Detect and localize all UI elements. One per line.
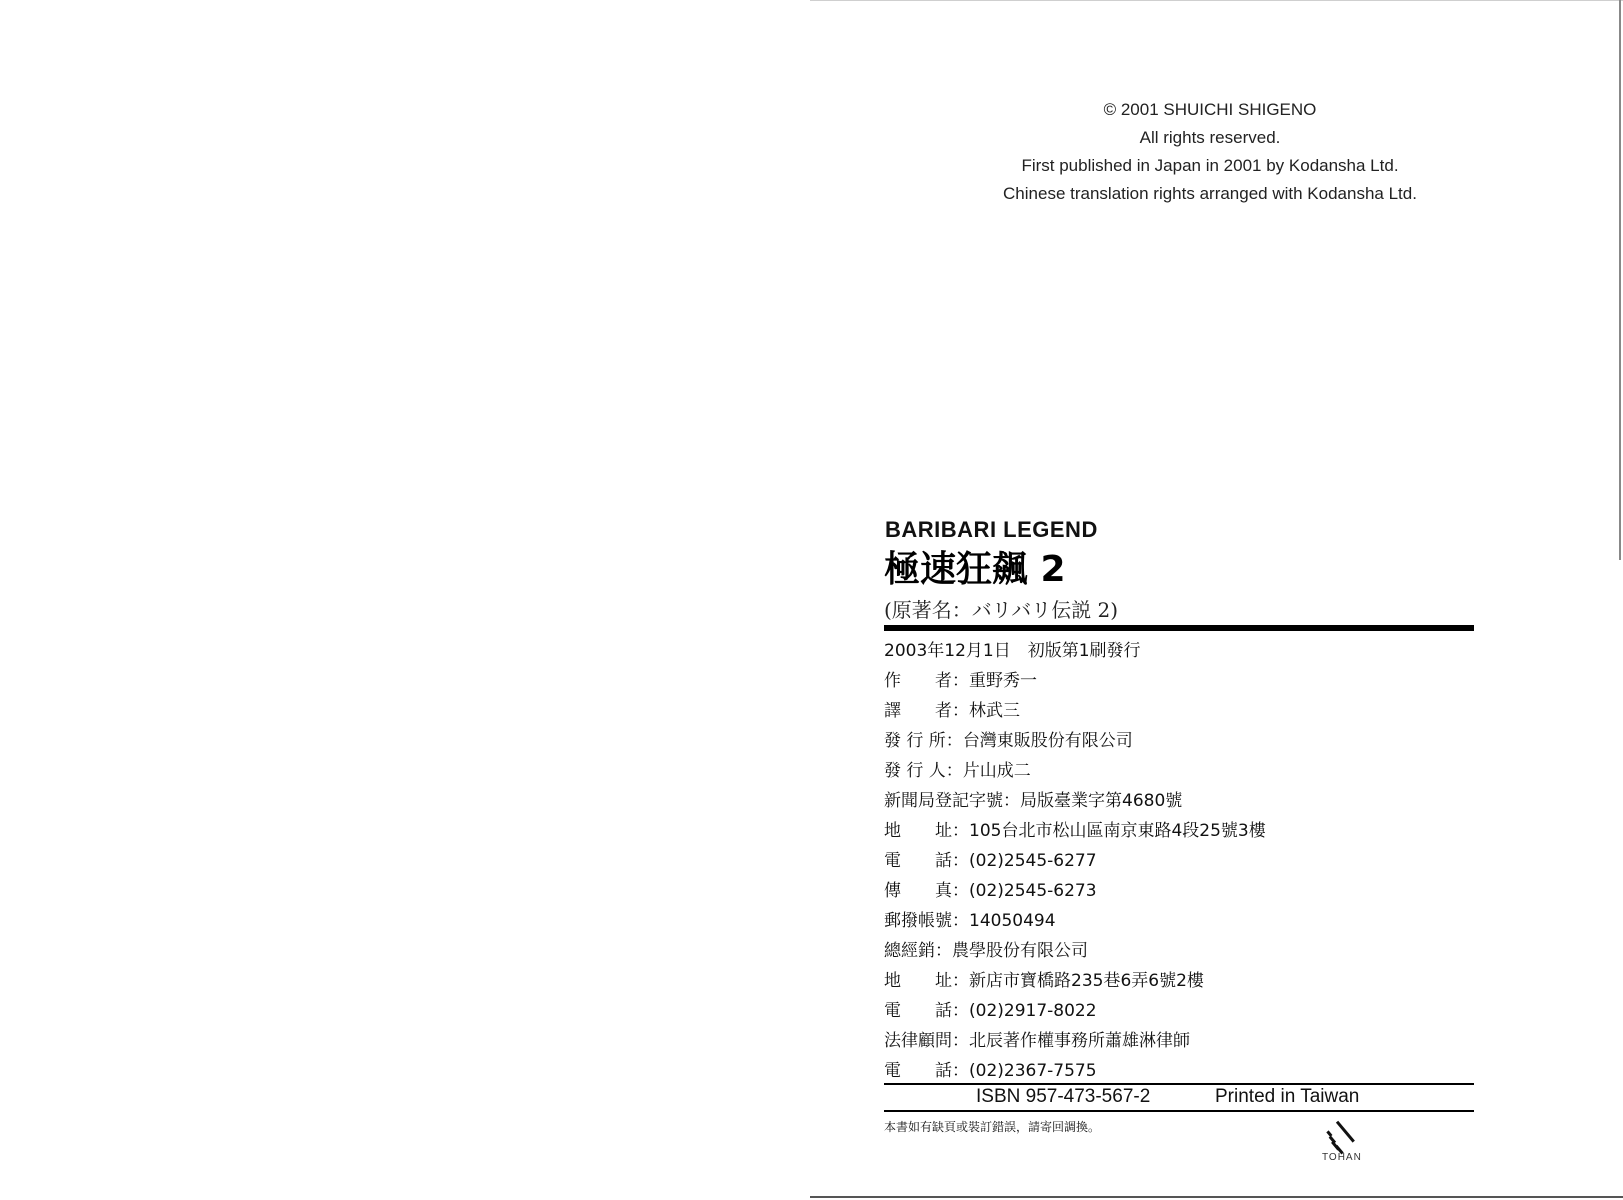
info-row — [884, 936, 1484, 966]
info-label: 電 話： — [884, 851, 969, 871]
return-notice: 本書如有缺頁或裝訂錯誤，請寄回調換。 — [884, 1120, 1101, 1134]
info-row — [884, 666, 1484, 696]
info-row — [884, 876, 1484, 906]
isbn-bottom-rule — [884, 1110, 1474, 1112]
info-value: 新店市寶橋路235巷6弄6號2樓 — [969, 971, 1204, 991]
info-value: (02)2367-7575 — [969, 1061, 1097, 1081]
scan-edge-right — [1619, 0, 1621, 560]
english-title: BARIBARI LEGEND — [885, 517, 1098, 542]
publication-line: First published in Japan in 2001 by Kodansha Ltd. — [1021, 156, 1399, 175]
info-label: 郵撥帳號： — [884, 911, 969, 931]
copyright-line: © 2001 SHUICHI SHIGENO — [1103, 100, 1317, 119]
rights-line: All rights reserved. — [1139, 128, 1281, 147]
info-label: 譯 者： — [884, 701, 969, 721]
info-label: 總經銷： — [884, 941, 952, 961]
chinese-title: 極速狂飆 2 — [884, 549, 1066, 590]
info-value: 林武三 — [969, 701, 1020, 721]
info-value: 片山成二 — [962, 761, 1031, 781]
info-row — [884, 1056, 1484, 1086]
scan-edge-bottom — [810, 1196, 1623, 1198]
info-row — [884, 906, 1484, 936]
info-value: 台灣東販股份有限公司 — [962, 731, 1133, 751]
info-value: (02)2545-6273 — [969, 881, 1097, 901]
info-value: 局版臺業字第4680號 — [1020, 791, 1183, 811]
info-label: 發 行 人： — [884, 761, 963, 781]
tohan-logo-text: TOHAN — [1322, 1152, 1362, 1163]
info-label: 法律顧問： — [884, 1031, 969, 1051]
info-row — [884, 726, 1484, 756]
title-divider — [884, 625, 1474, 631]
info-label: 作 者： — [884, 671, 969, 691]
info-row — [884, 786, 1484, 816]
info-label: 地 址： — [884, 821, 969, 841]
info-row — [884, 846, 1484, 876]
info-value: 14050494 — [969, 911, 1056, 931]
info-value: (02)2917-8022 — [969, 1001, 1097, 1021]
info-row — [884, 996, 1484, 1026]
info-row — [884, 816, 1484, 846]
info-value: (02)2545-6277 — [969, 851, 1097, 871]
printed-in: Printed in Taiwan — [1215, 1086, 1360, 1107]
info-value: 重野秀一 — [969, 671, 1037, 691]
info-label: 電 話： — [884, 1001, 969, 1021]
info-value: 105台北市松山區南京東路4段25號3樓 — [969, 821, 1266, 841]
scan-edge-top — [810, 0, 1623, 1]
info-label: 發 行 所： — [884, 731, 963, 751]
info-row — [884, 756, 1484, 786]
original-title: (原著名：バリバリ伝説 2) — [884, 598, 1119, 622]
edition-line: 2003年12月1日 初版第1刷發行 — [884, 641, 1141, 661]
info-label: 電 話： — [884, 1061, 969, 1081]
translation-rights-line: Chinese translation rights arranged with Kodansha Ltd. — [1003, 184, 1417, 203]
info-label: 地 址： — [884, 971, 969, 991]
info-value: 農學股份有限公司 — [952, 941, 1088, 961]
isbn: ISBN 957-473-567-2 — [976, 1086, 1151, 1107]
info-row — [884, 1026, 1484, 1056]
copyright-block — [960, 96, 1460, 208]
colophon-info — [884, 636, 1484, 1086]
info-row — [884, 696, 1484, 726]
info-row — [884, 966, 1484, 996]
isbn-line — [884, 1085, 1474, 1111]
info-value: 北辰著作權事務所蕭雄淋律師 — [969, 1031, 1190, 1051]
info-label: 傳 真： — [884, 881, 969, 901]
info-label: 新聞局登記字號： — [884, 791, 1020, 811]
